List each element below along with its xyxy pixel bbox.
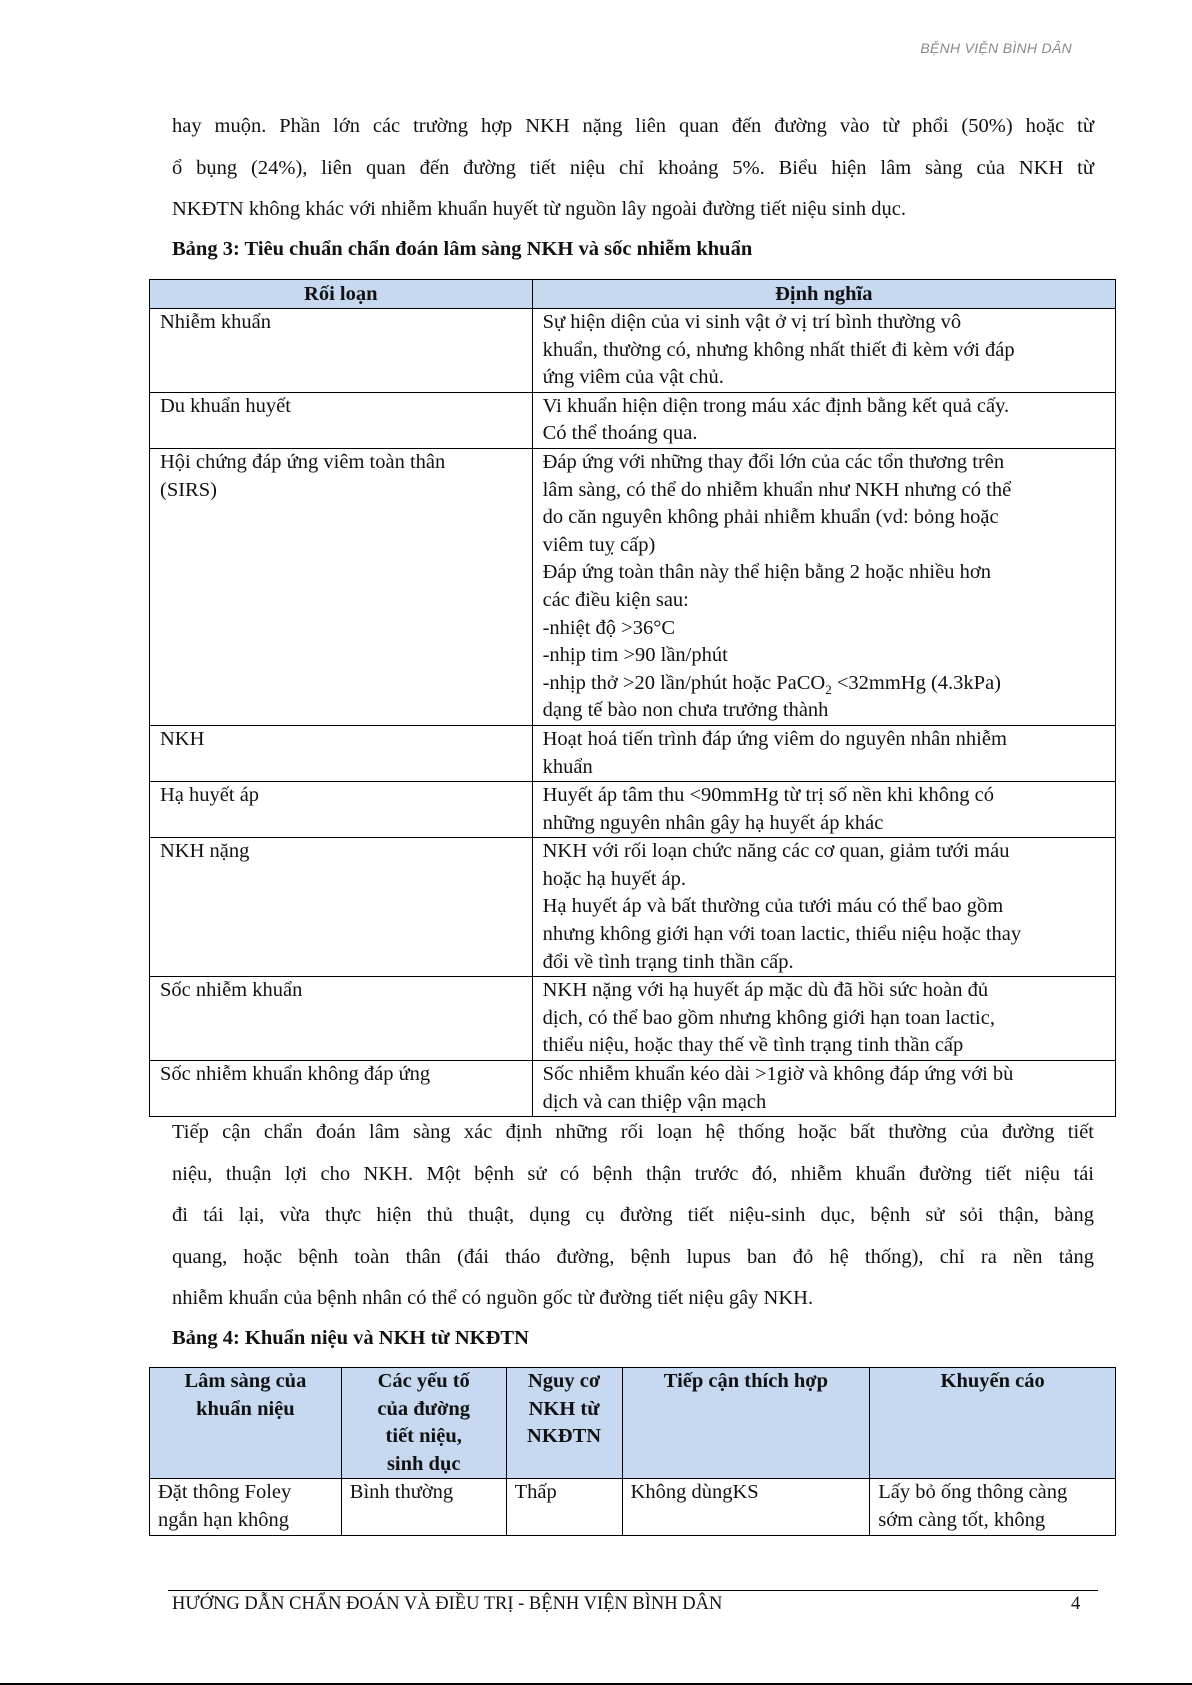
table4-caption: Bảng 4: Khuẩn niệu và NKH từ NKĐTN: [172, 1327, 529, 1349]
header-line: Nguy cơ: [527, 1370, 601, 1392]
cell-line: Lấy bỏ ống thông càng: [878, 1481, 1068, 1504]
table-row: [150, 1479, 1116, 1535]
cell-line: ngắn hạn không: [158, 1508, 289, 1531]
definition-line: Huyết áp tâm thu <90mmHg từ trị số nền khi không có: [542, 784, 995, 807]
table3-diagnostic-criteria: [149, 279, 1116, 1117]
disorder-cell: NKH: [150, 725, 533, 781]
definition-line: -nhiệt độ >36°C: [542, 616, 676, 639]
disorder-cell: Nhiễm khuẩn: [150, 309, 533, 393]
column-header-recommendation: [870, 1368, 1116, 1479]
disorder-cell: [150, 448, 533, 725]
definition-cell: [532, 392, 1115, 448]
text-line: NKĐTN không khác với nhiễm khuẩn huyết từ nguồn lây ngoài đường tiết niệu sinh dục.: [172, 198, 906, 220]
header-line: Các yếu tố: [377, 1370, 470, 1392]
definition-cell: [532, 838, 1115, 977]
definition-line: dịch, có thể bao gồm nhưng không giới hạn toan lactic,: [542, 1006, 995, 1029]
table-header-row: [150, 280, 1116, 309]
definition-cell: [532, 977, 1115, 1061]
definition-line: dịch và can thiệp vận mạch: [542, 1090, 767, 1113]
definition-cell: [532, 1061, 1115, 1117]
definition-line: ứng viêm của vật chủ.: [542, 366, 724, 389]
table-header-row: [150, 1368, 1116, 1479]
header-line: của đường: [377, 1397, 470, 1420]
definition-line: thiểu niệu, hoặc thay thế về tình trạng tinh thần cấp: [542, 1034, 964, 1057]
definition-line: Vi khuẩn hiện diện trong máu xác định bằng kết quả cấy.: [542, 394, 1010, 417]
header-line: Lâm sàng của: [184, 1370, 307, 1392]
header-line: NKĐTN: [527, 1425, 602, 1448]
column-header-definition: Định nghĩa: [532, 280, 1115, 309]
table-row: [150, 448, 1116, 725]
running-header: BỆNH VIỆN BÌNH DÂN: [920, 40, 1072, 56]
disorder-cell: Du khuẩn huyết: [150, 392, 533, 448]
running-footer: HƯỚNG DẪN CHẨN ĐOÁN VÀ ĐIỀU TRỊ - BỆNH VIỆN BÌNH DÂN: [172, 1594, 723, 1614]
definition-line: những nguyên nhân gây hạ huyết áp khác: [542, 811, 884, 834]
definition-line: đổi về tình trạng tinh thần cấp.: [542, 950, 794, 973]
table-row: [150, 1061, 1116, 1117]
definition-line: NKH với rối loạn chức năng các cơ quan, giảm tưới máu: [542, 840, 1010, 863]
text-line: quang, hoặc bệnh toàn thân (đái tháo đường, bệnh lupus ban đỏ hệ thống), chỉ ra nền tảng: [172, 1245, 1094, 1268]
table-row: [150, 725, 1116, 781]
text-line: hay muộn. Phần lớn các trường hợp NKH nặng liên quan đến đường vào từ phổi (50%) hoặc từ: [172, 115, 1094, 137]
table-row: [150, 309, 1116, 393]
header-line: NKH từ: [528, 1397, 600, 1420]
definition-line: Sự hiện diện của vi sinh vật ở vị trí bình thường vô: [542, 311, 962, 333]
cell-line: sớm càng tốt, không: [878, 1508, 1046, 1531]
table-row: [150, 838, 1116, 977]
table-row: [150, 392, 1116, 448]
definition-line: dạng tế bào non chưa trưởng thành: [542, 699, 829, 722]
clinical-cell: [150, 1479, 342, 1535]
disorder-line: (SIRS): [160, 478, 217, 501]
factors-cell: Bình thường: [341, 1479, 506, 1535]
header-line: Tiếp cận thích hợp: [663, 1370, 828, 1392]
column-header-approach: [622, 1368, 870, 1479]
disorder-cell: Hạ huyết áp: [150, 782, 533, 838]
page-number: 4: [1071, 1594, 1081, 1614]
disorder-line: Hội chứng đáp ứng viêm toàn thân: [160, 450, 446, 473]
column-header-risk: [506, 1368, 622, 1479]
cell-line: Đặt thông Foley: [158, 1481, 292, 1504]
definition-line: hoặc hạ huyết áp.: [542, 867, 687, 890]
definition-line: Hạ huyết áp và bất thường của tưới máu có thể bao gồm: [542, 895, 1004, 918]
header-line: Khuyến cáo: [940, 1370, 1045, 1392]
definition-line: khuẩn: [542, 755, 593, 778]
header-line: tiết niệu,: [385, 1425, 462, 1448]
table-row: [150, 977, 1116, 1061]
definition-line: NKH nặng với hạ huyết áp mặc dù đã hồi sức hoàn đủ: [542, 979, 989, 1002]
table4-bacteriuria: [149, 1367, 1116, 1536]
definition-line: Hoạt hoá tiến trình đáp ứng viêm do nguyên nhân nhiễm: [542, 727, 1007, 750]
recommendation-cell: [870, 1479, 1116, 1535]
disorder-cell: Sốc nhiễm khuẩn không đáp ứng: [150, 1061, 533, 1117]
definition-line: các điều kiện sau:: [542, 588, 689, 611]
definition-line: lâm sàng, có thể do nhiễm khuẩn như NKH nhưng có thể: [542, 478, 1012, 501]
definition-line: nhưng không giới hạn với toan lactic, thiểu niệu hoặc thay: [542, 923, 1022, 946]
definition-line: Có thể thoáng qua.: [542, 422, 698, 445]
disorder-cell: Sốc nhiễm khuẩn: [150, 977, 533, 1061]
definition-cell: [532, 725, 1115, 781]
column-header-disorder: Rối loạn: [150, 280, 533, 309]
definition-cell: [532, 448, 1115, 725]
footer-divider: [168, 1590, 1098, 1591]
definition-line: khuẩn, thường có, nhưng không nhất thiết đi kèm với đáp: [542, 338, 1015, 361]
table-row: [150, 782, 1116, 838]
risk-cell: Thấp: [506, 1479, 622, 1535]
approach-cell: Không dùngKS: [622, 1479, 870, 1535]
definition-line: viêm tuỵ cấp): [542, 533, 656, 556]
header-line: sinh dục: [386, 1452, 461, 1475]
definition-line: Đáp ứng với những thay đổi lớn của các tổn thương trên: [542, 450, 1005, 473]
middle-paragraph: [172, 1112, 1094, 1320]
intro-paragraph: [172, 106, 1094, 231]
text-line: đi tái lại, vừa thực hiện thủ thuật, dụng cụ đường tiết niệu-sinh dục, bệnh sử sỏi thận, bàng: [172, 1204, 1094, 1226]
definition-line: -nhịp tim >90 lần/phút: [542, 644, 728, 667]
subscript: 2: [825, 681, 832, 697]
definition-line: do căn nguyên không phải nhiễm khuẩn (vd: bỏng hoặc: [542, 506, 999, 529]
text-line: niệu, thuận lợi cho NKH. Một bệnh sử có bệnh thận trước đó, nhiễm khuẩn đường tiết niệu tái: [172, 1162, 1094, 1185]
definition-cell: [532, 309, 1115, 393]
column-header-clinical: [150, 1368, 342, 1479]
definition-line: Đáp ứng toàn thân này thể hiện bằng 2 hoặc nhiều hơn: [542, 561, 991, 584]
definition-cell: [532, 782, 1115, 838]
text-line: Tiếp cận chẩn đoán lâm sàng xác định những rối loạn hệ thống hoặc bất thường của đường tiết: [172, 1121, 1094, 1143]
definition-text: <32mmHg (4.3kPa): [831, 671, 1001, 694]
definition-line: Sốc nhiễm khuẩn kéo dài >1giờ và không đáp ứng với bù: [542, 1063, 1014, 1086]
text-line: nhiễm khuẩn của bệnh nhân có thể có nguồn gốc từ đường tiết niệu gây NKH.: [172, 1287, 814, 1309]
header-line: khuẩn niệu: [196, 1397, 295, 1420]
table3-caption: Bảng 3: Tiêu chuẩn chẩn đoán lâm sàng NKH và sốc nhiễm khuẩn: [172, 238, 753, 260]
disorder-cell: NKH nặng: [150, 838, 533, 977]
definition-line-paco2: [543, 670, 1105, 698]
column-header-factors: [341, 1368, 506, 1479]
text-line: ổ bụng (24%), liên quan đến đường tiết niệu chỉ khoảng 5%. Biểu hiện lâm sàng của NKH từ: [172, 156, 1094, 179]
definition-text: -nhịp thở >20 lần/phút hoặc PaCO: [542, 671, 826, 694]
